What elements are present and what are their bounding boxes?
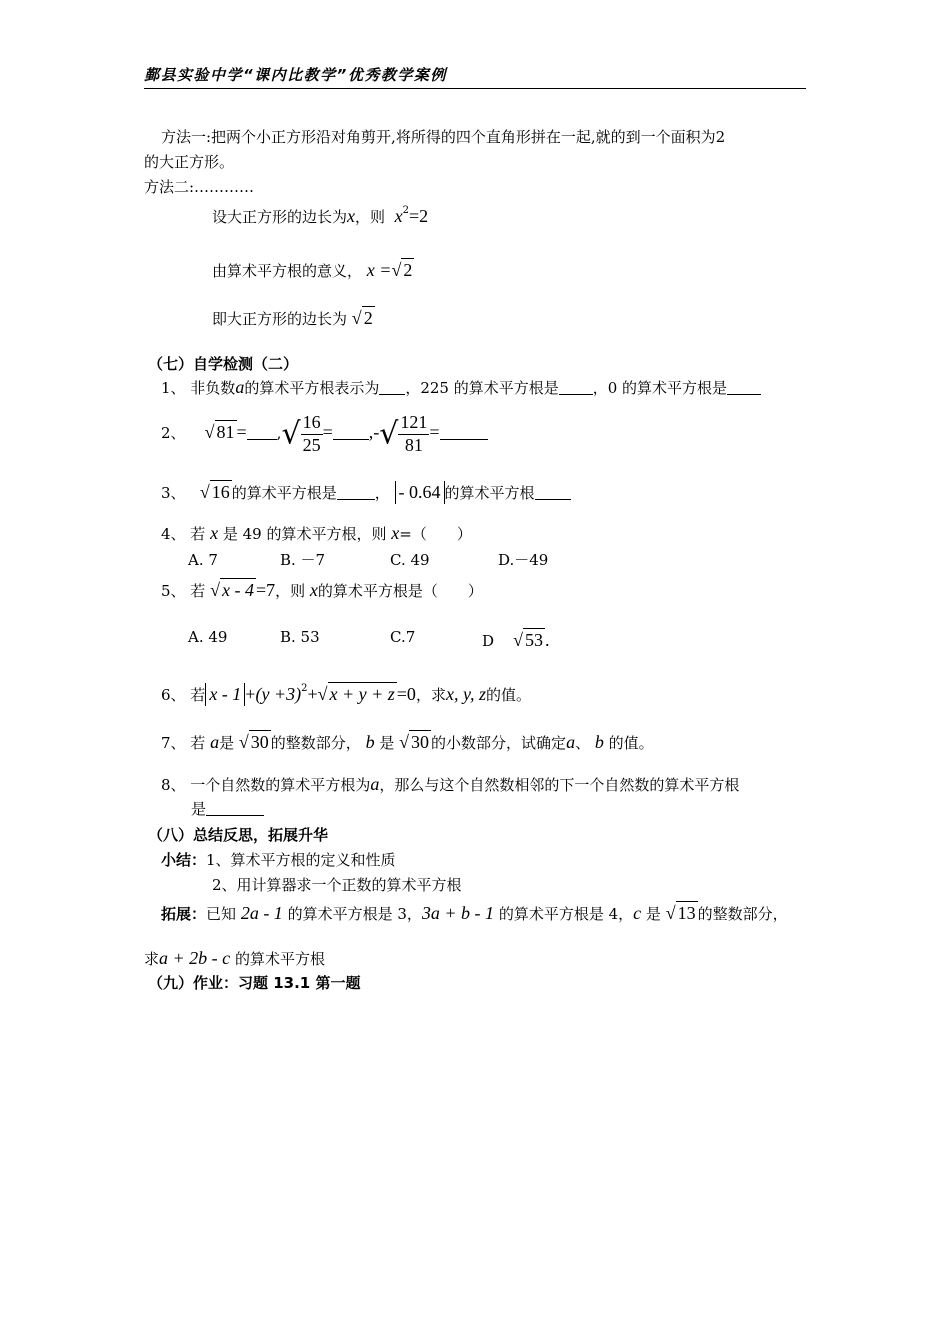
q4-text-c: =（ ） xyxy=(399,525,472,543)
q1-text-c: ，225 的算术平方根是 xyxy=(405,379,559,397)
method1-line1: 方法一:把两个小正方形沿对角剪开,将所得的四个直角形拼在一起,就的到一个面积为2 xyxy=(161,128,726,146)
q8-text-c: 是 xyxy=(191,800,207,818)
var-x: x xyxy=(309,580,318,600)
q7-text-f: 、 xyxy=(575,734,591,752)
answer-blank[interactable] xyxy=(379,380,405,395)
extension-label: 拓展： xyxy=(161,905,207,923)
var-list-xyz: x, y, z xyxy=(445,684,486,704)
by-meaning-text: 由算术平方根的意义， xyxy=(212,262,363,280)
q7-text-c: 的整数部分， xyxy=(270,734,361,752)
exponent-2: 2 xyxy=(301,683,308,694)
abs-neg-0-64: - 0.64 xyxy=(395,481,445,504)
question-2: 2、 √ 81 = ,√ $\frac{16}{25}$ = ,-√ $\frac{121}{81}$ = xyxy=(161,412,488,456)
q7-text-a: 7、 若 xyxy=(161,734,206,752)
ext-text-f: 求 xyxy=(144,950,160,968)
header-rule xyxy=(144,88,806,89)
method2-label: 方法二:………… xyxy=(144,178,255,196)
q4-option-b[interactable]: B. －7 xyxy=(280,551,326,569)
plus: + xyxy=(245,684,256,704)
var-x: x xyxy=(210,523,219,543)
fraction-121-81: $\frac{121}{81}$ xyxy=(400,412,428,455)
answer-blank[interactable] xyxy=(333,425,369,440)
answer-blank[interactable] xyxy=(727,380,761,395)
method2-by-meaning: 由算术平方根的意义， x =√ 2 xyxy=(212,260,413,280)
sqrt-30: 30 xyxy=(411,732,430,752)
eq-7: =7 xyxy=(255,580,276,600)
sqrt-x-minus-4: x - 4 xyxy=(221,580,254,600)
q6-text-a: 6、 若 xyxy=(161,686,206,704)
q5-text-a: 5、 若 xyxy=(161,582,206,600)
x-equals: x = xyxy=(366,260,392,280)
q4-option-d[interactable]: D.－49 xyxy=(498,551,549,569)
summary-line-1 xyxy=(161,851,396,870)
question-7: 7、 若 a是 √ 30 的整数部分， b 是 √ 30 的小数部分，试确定a、 b 的值。 xyxy=(161,732,654,752)
y-plus-3: (y +3) xyxy=(255,684,302,704)
var-x-squared: x xyxy=(394,206,403,226)
method2-side-is: 即大正方形的边长为 √ 2 xyxy=(212,308,373,328)
q3-text-b: 的算术平方根 xyxy=(444,484,535,502)
q4-text-b: 是 49 的算术平方根，则 xyxy=(222,525,387,543)
section9-title: （九）作业：习题 13.1 第一题 xyxy=(148,974,361,992)
side-is-text: 即大正方形的边长为 xyxy=(212,310,348,328)
answer-blank[interactable] xyxy=(337,485,375,500)
answer-blank[interactable] xyxy=(535,485,571,500)
summary-item-1: 1、算术平方根的定义和性质 xyxy=(206,851,396,869)
var-b: b xyxy=(365,732,375,752)
q6-text-b: ，求 xyxy=(415,686,446,704)
equals: = xyxy=(322,422,333,443)
summary-item-2: 2、用计算器求一个正数的算术平方根 xyxy=(212,876,462,894)
page-header: 鄞县实验中学“课内比教学”优秀教学案例 xyxy=(144,66,447,84)
fraction-16-25: $\frac{16}{25}$ xyxy=(302,412,321,455)
q5-option-d[interactable]: D √ 53 . xyxy=(482,630,550,650)
sqrt-16: 16 xyxy=(211,482,230,502)
var-c: c xyxy=(633,903,642,923)
q7-text-d: 是 xyxy=(379,734,395,752)
ext-text-b: 的算术平方根是 3， xyxy=(287,905,422,923)
ext-text-a: 已知 xyxy=(206,905,237,923)
comma-then: ，则 xyxy=(355,208,386,226)
exponent-2: 2 xyxy=(402,205,409,216)
q3-number: 3、 xyxy=(161,484,186,502)
equals: = xyxy=(236,422,247,443)
var-a: a xyxy=(370,774,380,794)
var-a: a xyxy=(566,732,576,752)
q1-text-a: 1、 非负数 xyxy=(161,379,236,397)
eq-0: =0 xyxy=(396,684,416,704)
sqrt-30: 30 xyxy=(250,732,269,752)
var-x: x xyxy=(391,523,400,543)
extension-line-2 xyxy=(144,947,325,970)
sqrt-13: 13 xyxy=(677,903,696,923)
answer-blank[interactable] xyxy=(206,801,264,816)
q5-text-b: ，则 xyxy=(275,582,306,600)
equals: = xyxy=(429,422,440,443)
q5-option-d-label: D xyxy=(482,632,495,650)
q5-option-c[interactable]: C.7 xyxy=(390,628,416,646)
abs-x-minus-1: x - 1 xyxy=(205,683,245,706)
method2-set-side xyxy=(212,205,428,228)
q5-option-a[interactable]: A. 49 xyxy=(188,628,228,646)
sqrt-2-a: 2 xyxy=(403,260,413,280)
plus: + xyxy=(307,684,318,704)
var-x: x xyxy=(347,206,356,226)
var-a: a xyxy=(235,377,245,397)
question-1 xyxy=(161,376,761,399)
question-6: 6、 若 $x - 1 +(y +3)^2+√$ x + y + z =0，求x, y, z的值。 xyxy=(161,683,531,704)
extension-line: 拓展：已知 2a - 1 的算术平方根是 3，3a + b - 1 的算术平方根是 4，c 是 √ 13 的整数部分， xyxy=(161,903,788,923)
q6-text-c: 的值。 xyxy=(485,686,531,704)
q8-text-a: 8、 一个自然数的算术平方根为 xyxy=(161,776,371,794)
minus-sign: ,- xyxy=(368,422,380,443)
expr-2a-minus-1: 2a - 1 xyxy=(240,903,283,923)
summary-label: 小结： xyxy=(161,851,207,869)
q1-text-d: ，0 的算术平方根是 xyxy=(592,379,728,397)
method1-line2: 的大正方形。 xyxy=(144,153,235,171)
ext-text-e: 的整数部分， xyxy=(697,905,788,923)
ext-text-g: 的算术平方根 xyxy=(234,950,325,968)
sqrt-2-b: 2 xyxy=(363,308,373,328)
question-8-cont xyxy=(191,800,264,819)
var-b: b xyxy=(594,732,604,752)
q1-text-b: 的算术平方根表示为 xyxy=(244,379,380,397)
q3-text-a: 的算术平方根是 xyxy=(231,484,337,502)
sqrt-81: 81 xyxy=(216,422,235,443)
q2-number: 2、 xyxy=(161,424,186,443)
q7-text-b: 是 xyxy=(219,734,235,752)
answer-blank[interactable] xyxy=(247,425,277,440)
q4-option-a[interactable]: A. 7 xyxy=(188,551,218,569)
ext-text-d: 是 xyxy=(645,905,661,923)
question-5: 5、 若 √ x - 4 =7，则 x的算术平方根是（ ） xyxy=(161,580,483,600)
set-side-text: 设大正方形的边长为 xyxy=(212,208,348,226)
sqrt-53: 53 xyxy=(525,630,543,650)
var-a: a xyxy=(210,732,220,752)
q8-text-b: ，那么与这个自然数相邻的下一个自然数的算术平方根 xyxy=(379,776,740,794)
section8-title: （八）总结反思，拓展升华 xyxy=(148,826,329,844)
sqrt-x-y-z: x + y + z xyxy=(329,684,395,704)
expr-3a-plus-b-minus-1: 3a + b - 1 xyxy=(421,903,495,923)
answer-blank[interactable] xyxy=(559,380,593,395)
ext-text-c: 的算术平方根是 4， xyxy=(498,905,634,923)
q5-text-c: 的算术平方根是（ ） xyxy=(317,582,483,600)
q7-text-e: 的小数部分，试确定 xyxy=(431,734,567,752)
question-8 xyxy=(161,773,739,796)
section7-title: （七）自学检测（二） xyxy=(148,355,299,373)
question-4 xyxy=(161,522,472,545)
q5-option-b[interactable]: B. 53 xyxy=(280,628,320,646)
expr-a-plus-2b-minus-c: a + 2b - c xyxy=(159,948,231,968)
q4-option-c[interactable]: C. 49 xyxy=(390,551,430,569)
eq-2: =2 xyxy=(408,206,429,226)
answer-blank[interactable] xyxy=(440,425,488,440)
q4-text-a: 4、 若 xyxy=(161,525,206,543)
period: . xyxy=(545,630,550,650)
question-3: 3、 √ 16 的算术平方根是 ， - 0.64 的算术平方根 xyxy=(161,480,571,504)
q7-text-g: 的值。 xyxy=(608,734,654,752)
